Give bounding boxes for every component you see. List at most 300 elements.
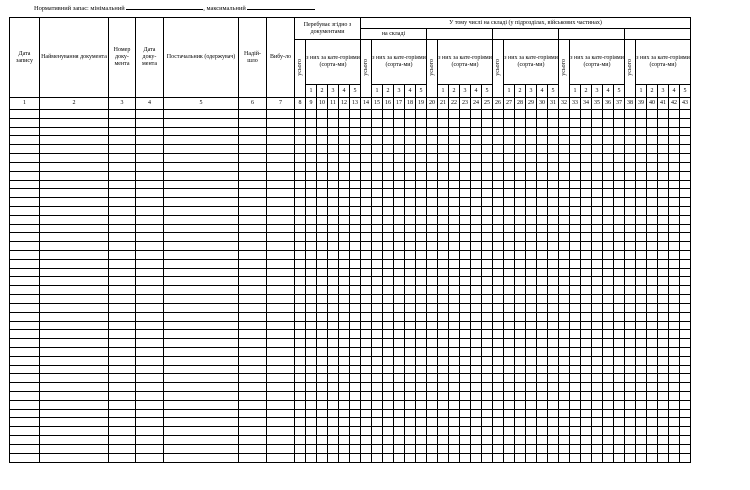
table-cell[interactable] [493,206,504,215]
table-cell[interactable] [559,268,570,277]
table-cell[interactable] [416,347,427,356]
table-cell[interactable] [328,145,339,154]
table-cell[interactable] [427,136,438,145]
table-cell[interactable] [636,312,647,321]
table-cell[interactable] [164,436,239,445]
table-cell[interactable] [471,312,482,321]
table-cell[interactable] [504,286,515,295]
table-cell[interactable] [416,251,427,260]
table-cell[interactable] [603,383,614,392]
table-cell[interactable] [267,189,295,198]
table-cell[interactable] [482,224,493,233]
table-cell[interactable] [239,321,267,330]
table-cell[interactable] [449,251,460,260]
table-cell[interactable] [350,400,361,409]
table-cell[interactable] [647,136,658,145]
table-cell[interactable] [515,356,526,365]
table-cell[interactable] [559,118,570,127]
table-cell[interactable] [636,356,647,365]
table-cell[interactable] [647,110,658,119]
table-cell[interactable] [592,242,603,251]
table-cell[interactable] [267,321,295,330]
table-cell[interactable] [40,189,109,198]
table-cell[interactable] [306,259,317,268]
table-cell[interactable] [669,400,680,409]
table-cell[interactable] [361,189,372,198]
table-cell[interactable] [493,215,504,224]
table-cell[interactable] [372,409,383,418]
table-cell[interactable] [109,295,136,304]
table-cell[interactable] [592,206,603,215]
table-cell[interactable] [614,453,625,462]
table-cell[interactable] [306,242,317,251]
table-cell[interactable] [339,392,350,401]
table-cell[interactable] [647,436,658,445]
table-cell[interactable] [10,251,40,260]
table-cell[interactable] [647,347,658,356]
table-cell[interactable] [239,154,267,163]
table-cell[interactable] [40,374,109,383]
table-cell[interactable] [164,180,239,189]
table-cell[interactable] [504,136,515,145]
table-cell[interactable] [581,268,592,277]
table-cell[interactable] [460,110,471,119]
table-cell[interactable] [570,224,581,233]
table-cell[interactable] [317,171,328,180]
table-cell[interactable] [680,339,691,348]
table-cell[interactable] [416,259,427,268]
table-cell[interactable] [658,136,669,145]
table-cell[interactable] [592,339,603,348]
table-cell[interactable] [636,224,647,233]
table-cell[interactable] [647,189,658,198]
table-cell[interactable] [449,233,460,242]
table-cell[interactable] [493,392,504,401]
table-cell[interactable] [559,154,570,163]
table-cell[interactable] [328,330,339,339]
table-cell[interactable] [504,171,515,180]
table-cell[interactable] [267,286,295,295]
table-cell[interactable] [669,180,680,189]
table-cell[interactable] [109,347,136,356]
table-cell[interactable] [394,110,405,119]
table-cell[interactable] [427,427,438,436]
table-cell[interactable] [515,365,526,374]
table-cell[interactable] [592,444,603,453]
table-cell[interactable] [339,427,350,436]
table-cell[interactable] [427,286,438,295]
table-cell[interactable] [339,374,350,383]
table-cell[interactable] [581,400,592,409]
table-cell[interactable] [493,259,504,268]
table-cell[interactable] [361,339,372,348]
table-cell[interactable] [383,418,394,427]
table-cell[interactable] [40,383,109,392]
table-cell[interactable] [614,277,625,286]
table-cell[interactable] [493,189,504,198]
table-cell[interactable] [267,154,295,163]
table-cell[interactable] [136,383,164,392]
table-cell[interactable] [548,427,559,436]
table-cell[interactable] [603,330,614,339]
table-cell[interactable] [636,242,647,251]
table-cell[interactable] [361,251,372,260]
table-cell[interactable] [239,268,267,277]
table-cell[interactable] [504,374,515,383]
table-cell[interactable] [515,259,526,268]
table-cell[interactable] [625,356,636,365]
table-cell[interactable] [361,127,372,136]
table-cell[interactable] [339,127,350,136]
table-cell[interactable] [10,400,40,409]
table-cell[interactable] [427,312,438,321]
table-cell[interactable] [559,198,570,207]
table-cell[interactable] [416,409,427,418]
table-cell[interactable] [383,224,394,233]
table-cell[interactable] [493,418,504,427]
table-cell[interactable] [10,136,40,145]
table-cell[interactable] [559,259,570,268]
table-cell[interactable] [372,145,383,154]
table-cell[interactable] [295,418,306,427]
table-cell[interactable] [405,330,416,339]
table-cell[interactable] [559,162,570,171]
table-cell[interactable] [471,295,482,304]
table-cell[interactable] [658,224,669,233]
table-cell[interactable] [109,330,136,339]
table-cell[interactable] [295,118,306,127]
table-cell[interactable] [548,453,559,462]
table-cell[interactable] [658,162,669,171]
table-cell[interactable] [504,409,515,418]
table-cell[interactable] [438,189,449,198]
table-cell[interactable] [427,409,438,418]
table-cell[interactable] [526,436,537,445]
table-cell[interactable] [383,233,394,242]
table-cell[interactable] [416,277,427,286]
table-cell[interactable] [306,206,317,215]
table-cell[interactable] [295,277,306,286]
table-cell[interactable] [548,171,559,180]
table-cell[interactable] [460,118,471,127]
table-cell[interactable] [427,127,438,136]
table-cell[interactable] [460,330,471,339]
table-cell[interactable] [680,118,691,127]
table-cell[interactable] [471,189,482,198]
table-cell[interactable] [416,312,427,321]
table-cell[interactable] [383,444,394,453]
table-cell[interactable] [625,436,636,445]
table-cell[interactable] [504,198,515,207]
table-cell[interactable] [328,374,339,383]
table-cell[interactable] [614,392,625,401]
table-cell[interactable] [680,418,691,427]
table-cell[interactable] [295,392,306,401]
table-cell[interactable] [164,162,239,171]
table-cell[interactable] [394,154,405,163]
table-cell[interactable] [339,321,350,330]
table-cell[interactable] [504,233,515,242]
table-cell[interactable] [647,145,658,154]
table-cell[interactable] [361,400,372,409]
table-cell[interactable] [306,374,317,383]
table-cell[interactable] [658,118,669,127]
table-cell[interactable] [317,347,328,356]
table-cell[interactable] [40,392,109,401]
table-cell[interactable] [515,383,526,392]
table-cell[interactable] [559,365,570,374]
table-cell[interactable] [636,321,647,330]
table-cell[interactable] [680,383,691,392]
table-cell[interactable] [669,392,680,401]
table-cell[interactable] [383,409,394,418]
table-cell[interactable] [328,383,339,392]
table-cell[interactable] [164,295,239,304]
table-cell[interactable] [504,427,515,436]
table-cell[interactable] [295,400,306,409]
table-cell[interactable] [680,312,691,321]
table-cell[interactable] [537,418,548,427]
table-cell[interactable] [482,180,493,189]
table-cell[interactable] [350,206,361,215]
table-cell[interactable] [40,162,109,171]
table-cell[interactable] [658,321,669,330]
table-cell[interactable] [548,286,559,295]
table-cell[interactable] [625,347,636,356]
table-cell[interactable] [317,418,328,427]
table-cell[interactable] [438,242,449,251]
table-cell[interactable] [383,286,394,295]
table-cell[interactable] [317,312,328,321]
table-cell[interactable] [339,206,350,215]
table-cell[interactable] [603,427,614,436]
table-cell[interactable] [416,215,427,224]
table-cell[interactable] [372,303,383,312]
table-cell[interactable] [372,136,383,145]
table-cell[interactable] [239,374,267,383]
table-cell[interactable] [427,189,438,198]
table-cell[interactable] [438,154,449,163]
table-cell[interactable] [136,453,164,462]
table-cell[interactable] [460,198,471,207]
table-cell[interactable] [350,436,361,445]
table-cell[interactable] [504,162,515,171]
table-cell[interactable] [625,242,636,251]
table-cell[interactable] [416,145,427,154]
table-cell[interactable] [405,215,416,224]
table-cell[interactable] [372,154,383,163]
table-cell[interactable] [267,303,295,312]
table-cell[interactable] [581,365,592,374]
table-cell[interactable] [526,268,537,277]
table-cell[interactable] [328,180,339,189]
table-cell[interactable] [427,356,438,365]
table-cell[interactable] [416,339,427,348]
table-cell[interactable] [515,427,526,436]
table-cell[interactable] [438,427,449,436]
table-cell[interactable] [10,215,40,224]
table-cell[interactable] [383,365,394,374]
table-cell[interactable] [581,215,592,224]
table-cell[interactable] [438,286,449,295]
table-cell[interactable] [449,347,460,356]
table-cell[interactable] [317,259,328,268]
table-cell[interactable] [361,321,372,330]
table-cell[interactable] [592,224,603,233]
table-cell[interactable] [581,198,592,207]
table-cell[interactable] [383,356,394,365]
table-cell[interactable] [267,444,295,453]
table-cell[interactable] [239,365,267,374]
table-cell[interactable] [372,118,383,127]
table-cell[interactable] [592,383,603,392]
table-cell[interactable] [394,145,405,154]
table-cell[interactable] [164,330,239,339]
table-cell[interactable] [537,118,548,127]
table-cell[interactable] [383,321,394,330]
table-cell[interactable] [548,206,559,215]
table-cell[interactable] [471,206,482,215]
table-cell[interactable] [306,198,317,207]
table-cell[interactable] [460,251,471,260]
table-cell[interactable] [317,436,328,445]
table-cell[interactable] [109,339,136,348]
table-cell[interactable] [493,453,504,462]
table-cell[interactable] [515,242,526,251]
table-cell[interactable] [570,268,581,277]
table-cell[interactable] [515,295,526,304]
table-cell[interactable] [306,224,317,233]
table-cell[interactable] [10,162,40,171]
table-cell[interactable] [658,206,669,215]
table-cell[interactable] [10,312,40,321]
table-cell[interactable] [526,206,537,215]
table-cell[interactable] [460,154,471,163]
table-cell[interactable] [658,444,669,453]
table-cell[interactable] [383,118,394,127]
table-cell[interactable] [383,127,394,136]
table-cell[interactable] [680,347,691,356]
table-cell[interactable] [10,242,40,251]
table-cell[interactable] [460,233,471,242]
table-cell[interactable] [136,251,164,260]
table-cell[interactable] [548,347,559,356]
table-cell[interactable] [460,400,471,409]
table-cell[interactable] [559,145,570,154]
table-cell[interactable] [559,277,570,286]
table-cell[interactable] [493,277,504,286]
table-cell[interactable] [109,400,136,409]
table-cell[interactable] [40,312,109,321]
table-cell[interactable] [361,374,372,383]
table-cell[interactable] [647,233,658,242]
table-cell[interactable] [109,206,136,215]
table-cell[interactable] [361,233,372,242]
table-cell[interactable] [592,171,603,180]
table-cell[interactable] [295,180,306,189]
table-cell[interactable] [405,259,416,268]
table-cell[interactable] [537,400,548,409]
table-cell[interactable] [109,427,136,436]
table-cell[interactable] [361,312,372,321]
table-cell[interactable] [515,127,526,136]
table-cell[interactable] [570,154,581,163]
table-cell[interactable] [526,286,537,295]
table-cell[interactable] [109,312,136,321]
table-cell[interactable] [526,224,537,233]
table-cell[interactable] [647,409,658,418]
table-cell[interactable] [267,136,295,145]
table-cell[interactable] [515,444,526,453]
table-cell[interactable] [40,436,109,445]
table-cell[interactable] [109,374,136,383]
table-cell[interactable] [10,286,40,295]
table-cell[interactable] [394,198,405,207]
table-cell[interactable] [383,312,394,321]
table-cell[interactable] [559,171,570,180]
table-cell[interactable] [372,251,383,260]
table-cell[interactable] [267,453,295,462]
table-cell[interactable] [680,162,691,171]
table-cell[interactable] [493,136,504,145]
table-cell[interactable] [339,171,350,180]
table-cell[interactable] [239,339,267,348]
table-cell[interactable] [460,444,471,453]
table-cell[interactable] [636,198,647,207]
table-cell[interactable] [526,215,537,224]
table-cell[interactable] [680,303,691,312]
table-cell[interactable] [636,330,647,339]
table-cell[interactable] [515,312,526,321]
table-cell[interactable] [449,427,460,436]
table-cell[interactable] [306,400,317,409]
table-cell[interactable] [328,154,339,163]
table-cell[interactable] [548,118,559,127]
table-cell[interactable] [306,154,317,163]
table-cell[interactable] [460,339,471,348]
table-cell[interactable] [361,259,372,268]
table-cell[interactable] [136,162,164,171]
table-cell[interactable] [537,171,548,180]
table-cell[interactable] [438,339,449,348]
table-cell[interactable] [471,198,482,207]
table-cell[interactable] [306,215,317,224]
table-cell[interactable] [581,436,592,445]
table-cell[interactable] [449,145,460,154]
table-cell[interactable] [460,286,471,295]
table-cell[interactable] [295,198,306,207]
table-cell[interactable] [361,444,372,453]
table-cell[interactable] [592,400,603,409]
table-cell[interactable] [526,392,537,401]
table-cell[interactable] [658,436,669,445]
table-cell[interactable] [317,356,328,365]
table-cell[interactable] [603,224,614,233]
table-cell[interactable] [449,418,460,427]
table-cell[interactable] [592,295,603,304]
table-cell[interactable] [680,259,691,268]
table-cell[interactable] [625,277,636,286]
table-cell[interactable] [295,189,306,198]
table-cell[interactable] [581,259,592,268]
table-cell[interactable] [328,321,339,330]
table-cell[interactable] [372,436,383,445]
table-cell[interactable] [460,312,471,321]
table-cell[interactable] [317,321,328,330]
table-cell[interactable] [669,418,680,427]
table-cell[interactable] [603,110,614,119]
table-cell[interactable] [438,277,449,286]
